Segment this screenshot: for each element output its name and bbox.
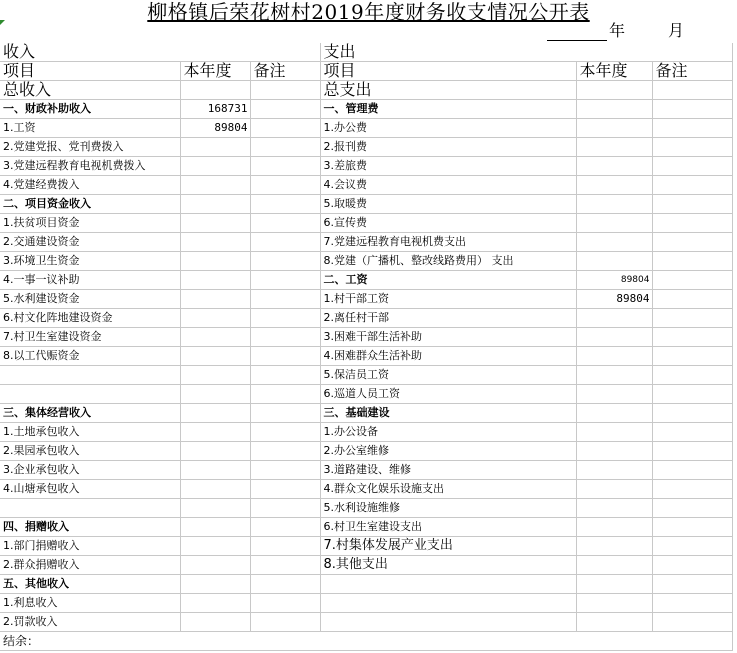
expense-item-cell[interactable]: 3.道路建设、维修: [320, 461, 576, 480]
expense-amount-cell[interactable]: [576, 461, 652, 480]
expense-amount-cell[interactable]: [576, 537, 652, 556]
income-note-cell[interactable]: [250, 214, 320, 233]
expense-note-cell[interactable]: [652, 594, 732, 613]
income-item-cell[interactable]: [0, 499, 180, 518]
income-amount-cell[interactable]: [180, 195, 250, 214]
income-note-cell[interactable]: [250, 366, 320, 385]
income-note-cell[interactable]: [250, 309, 320, 328]
income-amount-cell[interactable]: [180, 138, 250, 157]
expense-amount-cell[interactable]: [576, 613, 652, 632]
expense-amount-cell[interactable]: [576, 328, 652, 347]
income-amount-cell[interactable]: [180, 309, 250, 328]
expense-item-cell[interactable]: 2.报刊费: [320, 138, 576, 157]
total-income-amount[interactable]: [180, 81, 250, 100]
table-row: [0, 176, 732, 195]
income-item-cell[interactable]: 2.果园承包收入: [0, 442, 180, 461]
expense-item-cell[interactable]: 8.党建（广播机、整改线路费用） 支出: [320, 252, 576, 271]
expense-item-cell[interactable]: 7.党建远程教育电视机费支出: [320, 233, 576, 252]
table-row: [0, 442, 732, 461]
expense-note-cell[interactable]: [652, 271, 732, 290]
income-item-cell[interactable]: 二、项目资金收入: [0, 195, 180, 214]
income-note-cell[interactable]: [250, 176, 320, 195]
expense-note-cell[interactable]: [652, 613, 732, 632]
table-row: [0, 556, 732, 575]
table-row: [0, 537, 732, 556]
table-row: [0, 575, 732, 594]
income-amount-cell[interactable]: [180, 176, 250, 195]
expense-item-cell[interactable]: 5.取暖费: [320, 195, 576, 214]
expense-note-cell[interactable]: [652, 480, 732, 499]
income-item-cell[interactable]: 一、财政补助收入: [0, 100, 180, 119]
table-row: [0, 385, 732, 404]
income-amount-cell[interactable]: [180, 233, 250, 252]
expense-amount-cell[interactable]: [576, 385, 652, 404]
expense-note-cell[interactable]: [652, 252, 732, 271]
expense-col-note[interactable]: 备注: [652, 62, 732, 81]
expense-section-header[interactable]: 支出: [320, 43, 732, 62]
expense-item-cell[interactable]: 1.办公费: [320, 119, 576, 138]
income-amount-cell[interactable]: [180, 347, 250, 366]
income-item-cell[interactable]: 5.水利建设资金: [0, 290, 180, 309]
income-item-cell[interactable]: 3.环境卫生资金: [0, 252, 180, 271]
expense-item-cell[interactable]: 3.差旅费: [320, 157, 576, 176]
expense-amount-cell[interactable]: [576, 575, 652, 594]
expense-note-cell[interactable]: [652, 195, 732, 214]
income-item-cell[interactable]: 2.罚款收入: [0, 613, 180, 632]
income-item-cell[interactable]: 五、其他收入: [0, 575, 180, 594]
expense-note-cell[interactable]: [652, 404, 732, 423]
income-amount-cell[interactable]: [180, 366, 250, 385]
income-col-note[interactable]: 备注: [250, 62, 320, 81]
income-note-cell[interactable]: [250, 347, 320, 366]
income-note-cell[interactable]: [250, 271, 320, 290]
table-row: [0, 119, 732, 138]
expense-amount-cell[interactable]: [576, 214, 652, 233]
table-row: [0, 233, 732, 252]
income-note-cell[interactable]: [250, 157, 320, 176]
expense-item-cell[interactable]: 4.会议费: [320, 176, 576, 195]
total-income-label[interactable]: 总收入: [0, 81, 180, 100]
table-row: [0, 613, 732, 632]
expense-amount-cell[interactable]: [576, 404, 652, 423]
table-row: [0, 461, 732, 480]
income-item-cell[interactable]: 3.企业承包收入: [0, 461, 180, 480]
expense-item-cell[interactable]: 1.办公设备: [320, 423, 576, 442]
income-note-cell[interactable]: [250, 480, 320, 499]
income-item-cell[interactable]: 1.部门捐赠收入: [0, 537, 180, 556]
expense-col-amount[interactable]: 本年度: [576, 62, 652, 81]
expense-note-cell[interactable]: [652, 423, 732, 442]
table-row: [0, 518, 732, 537]
income-col-item[interactable]: 项目: [0, 62, 180, 81]
income-note-cell[interactable]: [250, 100, 320, 119]
income-note-cell[interactable]: [250, 404, 320, 423]
income-amount-cell[interactable]: [180, 594, 250, 613]
income-item-cell[interactable]: 2.交通建设资金: [0, 233, 180, 252]
income-section-header[interactable]: 收入: [0, 43, 320, 62]
expense-note-cell[interactable]: [652, 537, 732, 556]
income-amount-cell[interactable]: [180, 480, 250, 499]
income-note-cell[interactable]: [250, 119, 320, 138]
month-label: 月: [668, 21, 685, 40]
income-amount-cell[interactable]: [180, 214, 250, 233]
expense-amount-cell[interactable]: [576, 594, 652, 613]
income-item-cell[interactable]: 3.党建远程教育电视机费拨入: [0, 157, 180, 176]
income-note-cell[interactable]: [250, 537, 320, 556]
income-note-cell[interactable]: [250, 290, 320, 309]
income-note-cell[interactable]: [250, 575, 320, 594]
table-row: [0, 404, 732, 423]
expense-col-item[interactable]: 项目: [320, 62, 576, 81]
expense-item-cell[interactable]: 二、工资: [320, 271, 576, 290]
expense-amount-cell[interactable]: [576, 347, 652, 366]
expense-item-cell[interactable]: 4.群众文化娱乐设施支出: [320, 480, 576, 499]
expense-amount-cell[interactable]: [576, 480, 652, 499]
income-note-cell[interactable]: [250, 518, 320, 537]
income-item-cell[interactable]: 4.一事一议补助: [0, 271, 180, 290]
expense-item-cell[interactable]: [320, 594, 576, 613]
expense-note-cell[interactable]: [652, 385, 732, 404]
finance-table-body: [0, 43, 732, 651]
expense-amount-cell[interactable]: [576, 157, 652, 176]
expense-note-cell[interactable]: [652, 157, 732, 176]
income-note-cell[interactable]: [250, 252, 320, 271]
expense-amount-cell[interactable]: [576, 366, 652, 385]
income-amount-cell[interactable]: [180, 575, 250, 594]
expense-note-cell[interactable]: [652, 461, 732, 480]
expense-item-cell[interactable]: [320, 575, 576, 594]
income-note-cell[interactable]: [250, 499, 320, 518]
expense-amount-cell[interactable]: 89804: [576, 271, 652, 290]
table-row: [0, 271, 732, 290]
income-item-cell[interactable]: 8.以工代赈资金: [0, 347, 180, 366]
income-item-cell[interactable]: 2.群众捐赠收入: [0, 556, 180, 575]
cell-marker-icon: [0, 20, 5, 25]
income-note-cell[interactable]: [250, 442, 320, 461]
income-note-cell[interactable]: [250, 328, 320, 347]
income-amount-cell[interactable]: [180, 157, 250, 176]
income-item-cell[interactable]: 4.党建经费拨入: [0, 176, 180, 195]
table-row: [0, 195, 732, 214]
expense-amount-cell[interactable]: 89804: [576, 290, 652, 309]
table-row: [0, 347, 732, 366]
expense-item-cell[interactable]: 6.宣传费: [320, 214, 576, 233]
expense-item-cell[interactable]: 4.困难群众生活补助: [320, 347, 576, 366]
income-amount-cell[interactable]: [180, 385, 250, 404]
table-row: [0, 594, 732, 613]
expense-note-cell[interactable]: [652, 499, 732, 518]
expense-item-cell[interactable]: 三、基础建设: [320, 404, 576, 423]
income-item-cell[interactable]: 1.扶贫项目资金: [0, 214, 180, 233]
document-title: 柳格镇后荣花树村2019年度财务收支情况公开表: [147, 0, 590, 24]
income-note-cell[interactable]: [250, 195, 320, 214]
income-amount-cell[interactable]: [180, 537, 250, 556]
total-expense-amount[interactable]: [576, 81, 652, 100]
expense-item-cell[interactable]: 8.其他支出: [320, 556, 576, 575]
date-underline: [547, 40, 607, 41]
balance-label[interactable]: 结余：: [0, 632, 732, 651]
expense-note-cell[interactable]: [652, 518, 732, 537]
expense-note-cell[interactable]: [652, 575, 732, 594]
expense-item-cell[interactable]: 一、管理费: [320, 100, 576, 119]
income-item-cell[interactable]: 1.土地承包收入: [0, 423, 180, 442]
income-note-cell[interactable]: [250, 556, 320, 575]
income-amount-cell[interactable]: [180, 404, 250, 423]
table-row: [0, 366, 732, 385]
expense-item-cell[interactable]: 6.巡道人员工资: [320, 385, 576, 404]
expense-amount-cell[interactable]: [576, 119, 652, 138]
total-expense-label[interactable]: 总支出: [320, 81, 576, 100]
expense-item-cell[interactable]: 5.保洁员工资: [320, 366, 576, 385]
expense-amount-cell[interactable]: [576, 499, 652, 518]
table-row: [0, 499, 732, 518]
income-item-cell[interactable]: [0, 385, 180, 404]
expense-amount-cell[interactable]: [576, 309, 652, 328]
total-income-note[interactable]: [250, 81, 320, 100]
expense-amount-cell[interactable]: [576, 518, 652, 537]
income-amount-cell[interactable]: [180, 252, 250, 271]
income-note-cell[interactable]: [250, 423, 320, 442]
income-item-cell[interactable]: 6.村文化阵地建设资金: [0, 309, 180, 328]
footer-row: [0, 632, 732, 651]
expense-item-cell[interactable]: 2.离任村干部: [320, 309, 576, 328]
income-item-cell[interactable]: 四、捐赠收入: [0, 518, 180, 537]
income-item-cell[interactable]: [0, 366, 180, 385]
expense-note-cell[interactable]: [652, 100, 732, 119]
expense-item-cell[interactable]: 7.村集体发展产业支出: [320, 537, 576, 556]
table-row: [0, 290, 732, 309]
table-row: [0, 214, 732, 233]
expense-amount-cell[interactable]: [576, 195, 652, 214]
expense-amount-cell[interactable]: [576, 442, 652, 461]
table-row: [0, 480, 732, 499]
expense-note-cell[interactable]: [652, 233, 732, 252]
expense-note-cell[interactable]: [652, 442, 732, 461]
expense-amount-cell[interactable]: [576, 176, 652, 195]
income-amount-cell[interactable]: [180, 518, 250, 537]
expense-item-cell[interactable]: 5.水利设施维修: [320, 499, 576, 518]
income-item-cell[interactable]: 4.山塘承包收入: [0, 480, 180, 499]
expense-item-cell[interactable]: 2.办公室维修: [320, 442, 576, 461]
income-note-cell[interactable]: [250, 385, 320, 404]
income-note-cell[interactable]: [250, 613, 320, 632]
expense-note-cell[interactable]: [652, 290, 732, 309]
income-item-cell[interactable]: 1.利息收入: [0, 594, 180, 613]
table-row: [0, 423, 732, 442]
income-note-cell[interactable]: [250, 461, 320, 480]
table-row: [0, 157, 732, 176]
income-amount-cell[interactable]: [180, 290, 250, 309]
income-amount-cell[interactable]: 168731: [180, 100, 250, 119]
income-col-amount[interactable]: 本年度: [180, 62, 250, 81]
income-item-cell[interactable]: 1.工资: [0, 119, 180, 138]
expense-amount-cell[interactable]: [576, 252, 652, 271]
expense-note-cell[interactable]: [652, 556, 732, 575]
income-amount-cell[interactable]: 89804: [180, 119, 250, 138]
expense-amount-cell[interactable]: [576, 138, 652, 157]
income-amount-cell[interactable]: [180, 328, 250, 347]
income-amount-cell[interactable]: [180, 461, 250, 480]
total-expense-note[interactable]: [652, 81, 732, 100]
income-amount-cell[interactable]: [180, 271, 250, 290]
expense-item-cell[interactable]: [320, 613, 576, 632]
expense-amount-cell[interactable]: [576, 423, 652, 442]
expense-note-cell[interactable]: [652, 214, 732, 233]
table-row: [0, 328, 732, 347]
income-note-cell[interactable]: [250, 594, 320, 613]
expense-note-cell[interactable]: [652, 328, 732, 347]
table-row: [0, 138, 732, 157]
expense-amount-cell[interactable]: [576, 100, 652, 119]
expense-amount-cell[interactable]: [576, 233, 652, 252]
expense-amount-cell[interactable]: [576, 556, 652, 575]
expense-item-cell[interactable]: 6.村卫生室建设支出: [320, 518, 576, 537]
income-amount-cell[interactable]: [180, 556, 250, 575]
expense-note-cell[interactable]: [652, 347, 732, 366]
table-row: [0, 309, 732, 328]
income-amount-cell[interactable]: [180, 423, 250, 442]
expense-item-cell[interactable]: 1.村干部工资: [320, 290, 576, 309]
expense-note-cell[interactable]: [652, 176, 732, 195]
income-amount-cell[interactable]: [180, 499, 250, 518]
expense-note-cell[interactable]: [652, 138, 732, 157]
table-row: [0, 100, 732, 119]
expense-note-cell[interactable]: [652, 119, 732, 138]
income-item-cell[interactable]: 三、集体经营收入: [0, 404, 180, 423]
income-note-cell[interactable]: [250, 233, 320, 252]
income-item-cell[interactable]: 7.村卫生室建设资金: [0, 328, 180, 347]
income-amount-cell[interactable]: [180, 613, 250, 632]
income-note-cell[interactable]: [250, 138, 320, 157]
table-row: [0, 252, 732, 271]
expense-item-cell[interactable]: 3.困难干部生活补助: [320, 328, 576, 347]
expense-note-cell[interactable]: [652, 366, 732, 385]
year-label: 年: [609, 21, 626, 40]
income-amount-cell[interactable]: [180, 442, 250, 461]
finance-table: [0, 43, 733, 651]
expense-note-cell[interactable]: [652, 309, 732, 328]
income-item-cell[interactable]: 2.党建党报、党刊费拨入: [0, 138, 180, 157]
